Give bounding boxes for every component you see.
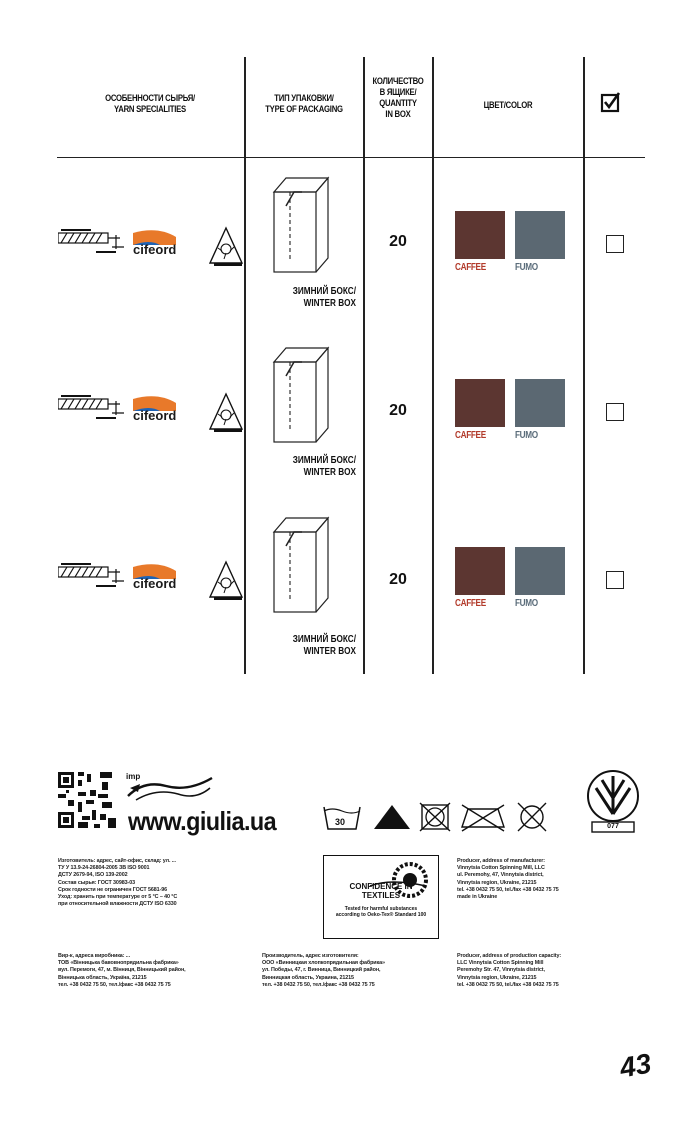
header-color: ЦВЕТ/COLOR [483,100,533,110]
header-yarn-specialities: ОСОБЕННОСТИ СЫРЬЯ/ YARN SPECIALITIES [105,93,195,114]
care-symbols [322,801,552,833]
bleach-allowed-icon [374,805,410,829]
yarn-features-icons [58,389,248,439]
color-label-fumo: FUMO [515,262,538,273]
cotton-warning-icon [210,228,242,266]
header-divider [57,157,645,158]
color-label-caffee: CAFFEE [455,262,486,273]
color-label-fumo: FUMO [515,430,538,441]
manufacturer-info-ua: Вир-к, адреса виробника: ... ТОВ «Вінницька бавовнопрядильна фабрика» вул. Перемоги, 47, м. Вінниця, Вінницький район, Вінницька область, Україна, 21215 тел. +38 0432 75 50, тел./факс +38 0432 75 75 [58,953,186,988]
yarn-composition-icon [58,395,124,419]
wash-30-icon [324,807,360,829]
yarn-composition-icon [58,229,124,253]
producer-info-en: Producer, address of manufacturer: Vinnytsia Cotton Spinning Mill, LLC ul. Peremohy, 47, Vinnytsia district, Vinnytsia region, Ukraine, 21215 tel. +38 0432 75 50, tel./fax +38 0432 75 75 made in Ukraine [457,858,559,901]
quantity-value: 20 [389,571,407,588]
packaging-label: ЗИМНИЙ БОКС/ WINTER BOX [292,634,356,657]
winter-box-icon [268,342,338,455]
website-link[interactable]: www.giulia.ua [128,806,277,836]
color-swatch-caffee [455,379,505,427]
manufacturer-info-ru: Изготовитель: адрес, сайт-офис, склад: ул. ... ТУ У 13.9-24-26804-2005 ЗВ ISO 9001 ДСТУ 2679-94, ISO 139-2002 Состав сырья: ГОСТ 30983-03 Срок годности не ограничен ГОСТ 5681-96 Уход: хранить при температуре от 5 °С – 40 °С при относительной влажности ДСТУ ISO 6330 [58,858,178,908]
giulia-logo-icon [126,770,216,811]
order-checkbox[interactable] [606,235,624,253]
color-swatch-fumo [515,379,565,427]
packaging-label: ЗИМНИЙ БОКС/ WINTER BOX [292,286,356,309]
order-checkbox[interactable] [606,403,624,421]
svg-text:30: 30 [335,817,346,827]
page-number: 43 [617,1047,654,1084]
cotton-warning-icon [210,394,242,432]
no-dry-clean-icon [518,803,546,831]
svg-text:imp: imp [126,772,141,781]
qr-code-icon [58,772,118,835]
svg-text:cifeord: cifeord [133,242,177,257]
ukr-mark-code: 077 [607,823,619,830]
brand-logo-icon [133,396,176,423]
color-swatch-caffee [455,547,505,595]
brand-logo-icon [133,564,176,591]
cotton-warning-icon [210,562,242,600]
svg-text:cifeord: cifeord [133,576,177,591]
quantity-value: 20 [389,402,407,419]
color-label-fumo: FUMO [515,598,538,609]
quantity-value: 20 [389,233,407,250]
yarn-features-icons [58,557,248,607]
yarn-features-icons [58,223,248,273]
packaging-label: ЗИМНИЙ БОКС/ WINTER BOX [292,455,356,478]
production-capacity-info-en: Producer, address of production capacity: LLC Vinnytsia Cotton Spinning Mill Peremohy Str. 47, Vinnytsia district, Vinnytsia region, Ukraine, 21215 tel. +38 0432 75 50, tel./fax +38 0432 75 75 [457,953,562,988]
brand-logo-icon [133,230,176,257]
color-swatch-caffee [455,211,505,259]
color-label-caffee: CAFFEE [455,598,486,609]
column-divider [583,57,585,674]
color-swatch-fumo [515,547,565,595]
header-checkbox-checked-icon [600,91,628,119]
header-quantity: КОЛИЧЕСТВО В ЯЩИКЕ/ QUANTITY IN BOX [372,76,424,119]
winter-box-icon [268,172,338,285]
color-label-caffee: CAFFEE [455,430,486,441]
svg-text:cifeord: cifeord [133,408,177,423]
no-tumble-dry-icon [420,803,450,831]
oeko-tex-subtitle: Tested for harmful substances according to Oeko-Tex® Standard 100 [335,906,427,918]
oeko-tex-label [323,855,439,939]
producer-info-ru: Производитель, адрес изготовителя: ООО «Винницкая хлопкопрядильная фабрика» ул. Победы, 47, г. Винница, Винницкий район, Винницкая область, Украина, 21215 тел. +38 0432 75 50, тел./факс +38 0432 75 75 [262,953,385,988]
yarn-composition-icon [58,563,124,587]
oeko-tex-title: CONFIDENCE IN TEXTILES [349,882,413,900]
column-divider [432,57,434,674]
winter-box-icon [268,512,338,625]
order-checkbox[interactable] [606,571,624,589]
header-packaging: ТИП УПАКОВКИ/ TYPE OF PACKAGING [265,93,343,114]
no-iron-icon [462,805,504,831]
color-swatch-fumo [515,211,565,259]
